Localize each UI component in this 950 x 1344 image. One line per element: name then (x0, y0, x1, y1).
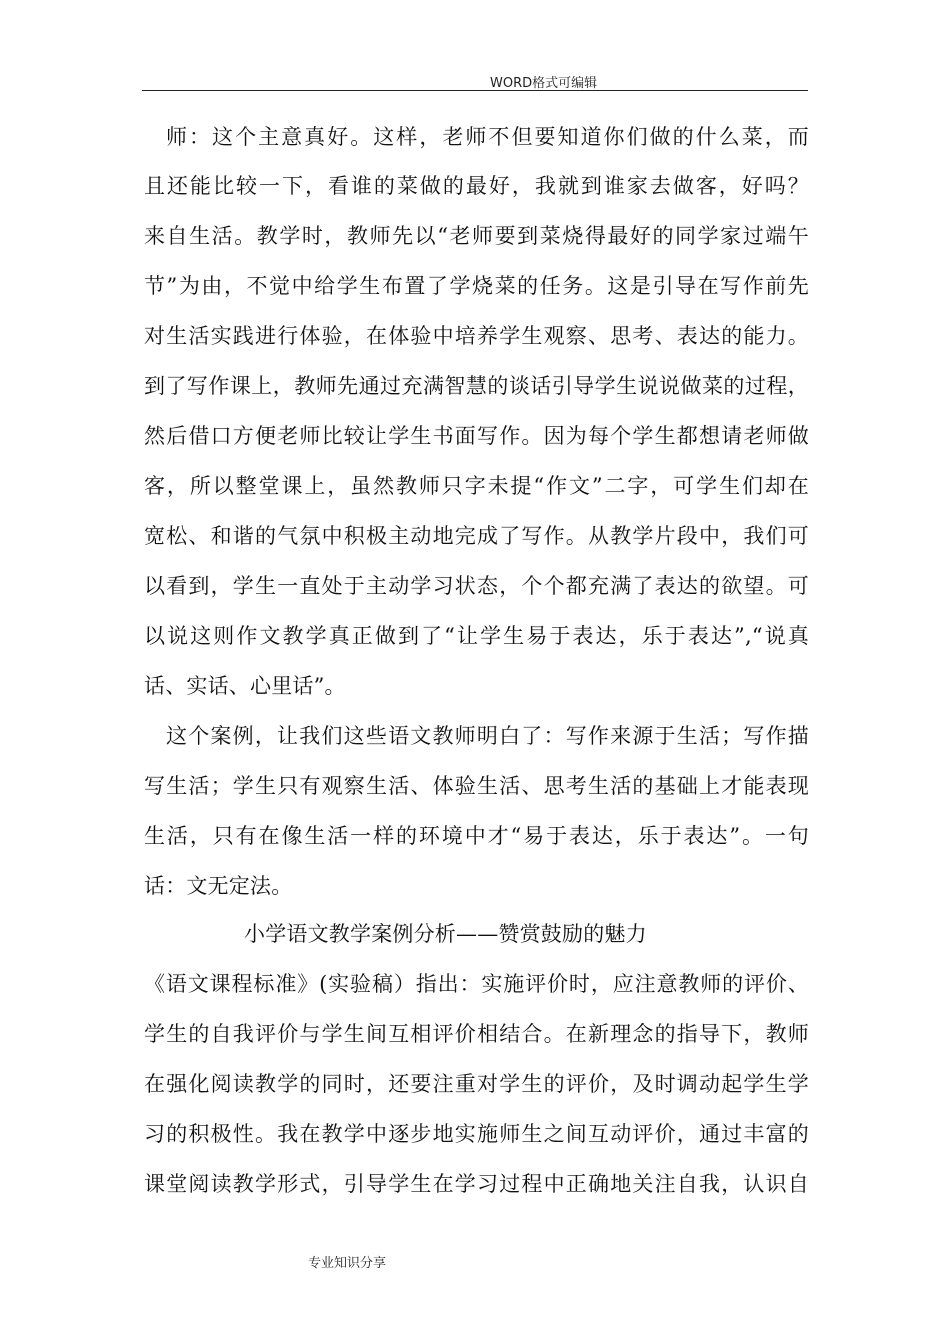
text-line: 学生的自我评价与学生间互相评价相结合。在新理念的指导下，教师 (144, 1022, 809, 1046)
text-line: 节”为由，不觉中给学生布置了学烧菜的任务。这是引导在写作前先 (144, 274, 809, 298)
text-line: 在强化阅读教学的同时，还要注重对学生的评价，及时调动起学生学 (144, 1072, 809, 1096)
text-line: 到了写作课上，教师先通过充满智慧的谈话引导学生说说做菜的过程， (144, 374, 809, 398)
text-line: 以说这则作文教学真正做到了“让学生易于表达，乐于表达”,“说真 (144, 624, 809, 648)
text-line: 且还能比较一下，看谁的菜做的最好，我就到谁家去做客，好吗？ (144, 174, 809, 198)
text-line: 习的积极性。我在教学中逐步地实施师生之间互动评价，通过丰富的 (144, 1122, 809, 1146)
text-line: 然后借口方便老师比较让学生书面写作。因为每个学生都想请老师做 (144, 424, 809, 448)
text-line: 话：文无定法。 (144, 874, 293, 898)
text-line: 师：这个主意真好。这样，老师不但要知道你们做的什么菜，而 (166, 125, 809, 149)
text-line: 课堂阅读教学形式，引导学生在学习过程中正确地关注自我，认识自 (144, 1172, 809, 1196)
page-header: WORD格式可编辑 (490, 76, 598, 91)
text-line: 来自生活。教学时，教师先以“老师要到菜烧得最好的同学家过端午 (144, 224, 809, 248)
text-line: 《语文课程标准》(实验稿）指出：实施评价时，应注意教师的评价、 (144, 972, 809, 996)
text-line: 以看到，学生一直处于主动学习状态，个个都充满了表达的欲望。可 (144, 574, 809, 598)
text-line: 客，所以整堂课上，虽然教师只字未提“作文”二字，可学生们却在 (144, 474, 809, 498)
page-footer: 专业知识分享 (308, 1256, 387, 1271)
text-line: 写生活；学生只有观察生活、体验生活、思考生活的基础上才能表现 (144, 774, 809, 798)
text-line: 话、实话、心里话”。 (144, 674, 346, 698)
text-line: 对生活实践进行体验，在体验中培养学生观察、思考、表达的能力。 (144, 324, 809, 348)
section-heading: 小学语文教学案例分析——赞赏鼓励的魅力 (244, 922, 647, 946)
text-line: 这个案例，让我们这些语文教师明白了：写作来源于生活；写作描 (166, 724, 809, 748)
header-divider (142, 90, 808, 91)
text-line: 宽松、和谐的气氛中积极主动地完成了写作。从教学片段中，我们可 (144, 524, 809, 548)
text-line: 生活，只有在像生活一样的环境中才“易于表达，乐于表达”。一句 (144, 824, 809, 848)
